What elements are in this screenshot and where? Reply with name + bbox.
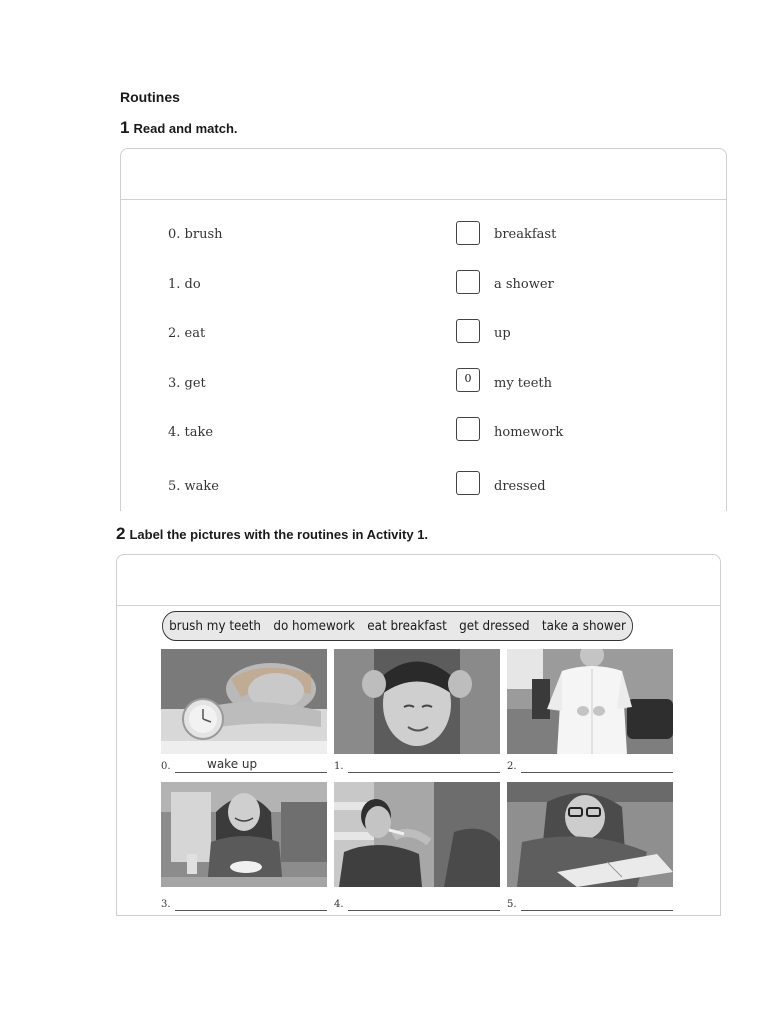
answer-box-3[interactable]: 0 [456,368,480,392]
right-item-3: my teeth [494,376,553,391]
word-bank-item: eat breakfast [367,618,447,634]
left-item-1: 1. do [168,277,201,292]
girl-shower-photo [334,649,500,754]
word-bank-item: do homework [273,618,355,634]
picture-number-2: 2. [507,761,517,772]
exercise-2-number: 2 [116,524,126,543]
word-bank-item: brush my teeth [169,618,262,634]
answer-line-2[interactable] [521,772,673,773]
picture-label-4 [334,899,500,913]
word-bank-item: get dressed [459,618,530,634]
left-item-0: 0. brush [168,227,223,242]
exercise-1-heading [120,118,238,138]
exercise-2-heading [116,524,428,544]
picture-number-4: 4. [334,899,344,910]
exercise-1-number: 1 [120,118,130,137]
picture-box [116,554,721,916]
answer-line-4[interactable] [348,910,500,911]
match-box [120,148,727,511]
picture-box-divider [117,605,720,606]
picture-label-0 [161,757,327,775]
answer-box-1[interactable] [456,270,480,294]
answer-box-5[interactable] [456,471,480,495]
right-item-4: homework [494,425,564,440]
picture-label-1 [334,761,500,775]
answer-line-5[interactable] [521,910,673,911]
girl-homework-photo [507,782,673,887]
picture-label-3 [161,899,327,913]
match-box-divider [121,199,726,200]
man-dressing-photo [507,649,673,754]
answer-box-2[interactable] [456,319,480,343]
picture-label-2 [507,761,673,775]
left-item-2: 2. eat [168,326,206,341]
answer-box-4[interactable] [456,417,480,441]
picture-number-0: 0. [161,761,171,772]
right-item-0: breakfast [494,227,557,242]
word-bank-item: take a shower [541,618,626,634]
right-item-1: a shower [494,277,554,292]
picture-label-5 [507,899,673,913]
answer-box-0[interactable] [456,221,480,245]
left-item-4: 4. take [168,425,214,440]
left-item-5: 5. wake [168,479,219,494]
answer-line-1[interactable] [348,772,500,773]
right-item-2: up [494,326,511,341]
girl-breakfast-photo [161,782,327,887]
alarm-clock-bed-photo [161,649,327,754]
picture-answer-0: wake up [207,757,258,771]
word-bank [162,611,633,641]
picture-number-3: 3. [161,899,171,910]
exercise-1-instruction: Read and match. [133,121,238,136]
picture-number-1: 1. [334,761,344,772]
answer-line-0[interactable] [175,772,327,773]
right-item-5: dressed [494,479,546,494]
answer-line-3[interactable] [175,910,327,911]
boy-brushing-teeth-photo [334,782,500,887]
section-title: Routines [120,89,180,105]
exercise-2-instruction: Label the pictures with the routines in Activity 1. [129,527,429,542]
left-item-3: 3. get [168,376,206,391]
picture-number-5: 5. [507,899,517,910]
